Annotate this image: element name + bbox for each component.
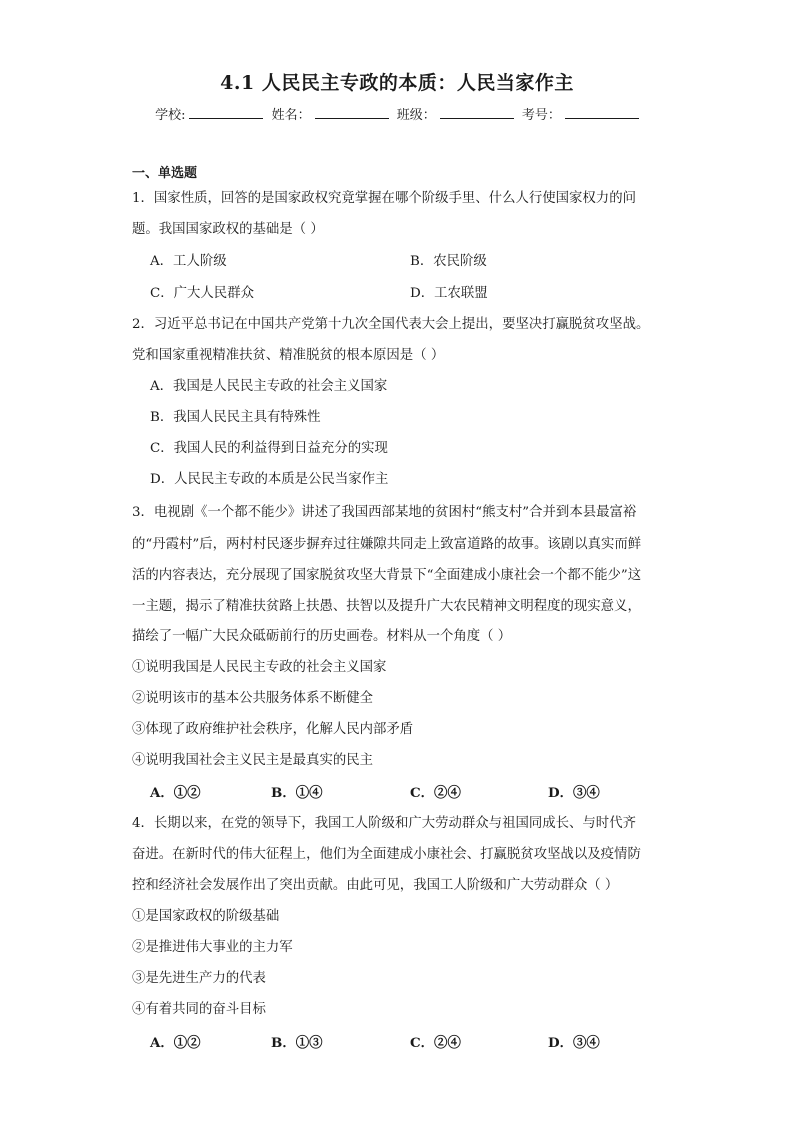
- question-4-option-c[interactable]: C．②④: [410, 1035, 461, 1051]
- exam-no-label: 考号：: [521, 108, 561, 123]
- class-label: 班级：: [396, 108, 436, 123]
- name-label: 姓名：: [271, 108, 311, 123]
- question-1-option-a[interactable]: A．工人阶级: [150, 254, 227, 269]
- question-1-line-1: 1．国家性质，回答的是国家政权究竟掌握在哪个阶级手里、什么人行使国家权力的问: [132, 191, 636, 206]
- question-4-statement-4: ④有着共同的奋斗目标: [132, 1002, 266, 1017]
- question-4-statement-3: ③是先进生产力的代表: [132, 971, 266, 986]
- question-4-statement-1: ①是国家政权的阶级基础: [132, 909, 280, 924]
- question-3-statement-1: ①说明我国是人民民主专政的社会主义国家: [132, 660, 387, 675]
- question-3-line-4: 一主题，揭示了精准扶贫路上扶愚、扶智以及提升广大农民精神文明程度的现实意义，: [132, 599, 641, 614]
- name-blank[interactable]: [315, 106, 389, 119]
- question-3-statement-4: ④说明我国社会主义民主是最真实的民主: [132, 753, 374, 768]
- question-4-option-b[interactable]: B．①③: [271, 1035, 323, 1051]
- page-title: 4.1 人民民主专政的本质：人民当家作主: [220, 72, 574, 94]
- class-blank[interactable]: [440, 106, 514, 119]
- question-4-line-2: 奋进。在新时代的伟大征程上，他们为全面建成小康社会、打赢脱贫攻坚战以及疫情防: [132, 847, 641, 862]
- question-4-line-1: 4．长期以来，在党的领导下，我国工人阶级和广大劳动群众与祖国同成长、与时代齐: [132, 816, 636, 831]
- question-3-option-b[interactable]: B．①④: [271, 785, 323, 801]
- student-info-row: [0, 104, 794, 123]
- section-heading: 一、单选题: [132, 166, 198, 181]
- question-2-option-d[interactable]: D．人民民主专政的本质是公民当家作主: [150, 472, 389, 487]
- question-3-line-2: 的“丹霞村”后，两村村民逐步摒弃过往嫌隙共同走上致富道路的故事。该剧以真实而鲜: [132, 537, 642, 552]
- question-4-statement-2: ②是推进伟大事业的主力军: [132, 940, 293, 955]
- question-1-option-c[interactable]: C．广大人民群众: [150, 286, 254, 301]
- question-2-line-1: 2．习近平总书记在中国共产党第十九次全国代表大会上提出，要坚决打赢脱贫攻坚战。: [132, 317, 650, 332]
- school-label: 学校:: [155, 108, 186, 123]
- question-3-line-3: 活的内容表达，充分展现了国家脱贫攻坚大背景下“全面建成小康社会一个都不能少”这: [132, 568, 642, 583]
- question-1-line-2: 题。我国国家政权的基础是（ ）: [132, 222, 324, 237]
- question-4-line-3: 控和经济社会发展作出了突出贡献。由此可见，我国工人阶级和广大劳动群众（ ）: [132, 878, 619, 893]
- question-1-option-d[interactable]: D．工农联盟: [410, 286, 488, 301]
- question-4-option-a[interactable]: A．①②: [150, 1035, 201, 1051]
- question-2-option-c[interactable]: C．我国人民的利益得到日益充分的实现: [150, 441, 388, 456]
- question-2-line-2: 党和国家重视精准扶贫、精准脱贫的根本原因是（ ）: [132, 348, 445, 363]
- question-3-statement-3: ③体现了政府维护社会秩序，化解人民内部矛盾: [132, 722, 414, 737]
- question-2-option-a[interactable]: A．我国是人民民主专政的社会主义国家: [150, 379, 388, 394]
- question-1-option-b[interactable]: B．农民阶级: [410, 254, 487, 269]
- question-3-line-5: 描绘了一幅广大民众砥砺前行的历史画卷。材料从一个角度（ ）: [132, 629, 512, 644]
- question-3-line-1: 3．电视剧《一个都不能少》讲述了我国西部某地的贫困村“熊支村”合并到本县最富裕: [132, 505, 637, 520]
- question-3-option-a[interactable]: A．①②: [150, 785, 201, 801]
- question-2-option-b[interactable]: B．我国人民民主具有特殊性: [150, 410, 321, 425]
- exam-no-blank[interactable]: [565, 106, 639, 119]
- question-3-option-d[interactable]: D．③④: [548, 785, 600, 801]
- question-3-option-c[interactable]: C．②④: [410, 785, 461, 801]
- question-4-option-d[interactable]: D．③④: [548, 1035, 600, 1051]
- question-3-statement-2: ②说明该市的基本公共服务体系不断健全: [132, 691, 374, 706]
- school-blank[interactable]: [189, 106, 263, 119]
